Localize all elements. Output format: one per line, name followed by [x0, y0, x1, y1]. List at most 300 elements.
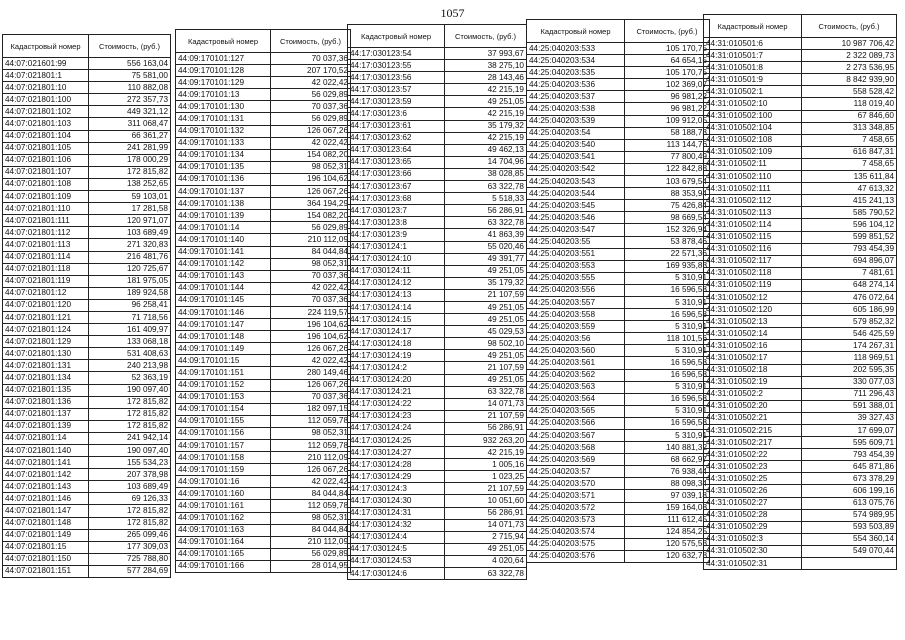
table-row — [704, 364, 897, 376]
table-row — [704, 425, 897, 437]
cost-value: 126 067,26 — [271, 379, 351, 391]
cadastral-number: 44:25:040203:564 — [527, 393, 625, 405]
cadastral-number: 44:25:040203:571 — [527, 490, 625, 502]
cadastral-number: 44:07:021801:150 — [3, 553, 89, 565]
table-row — [348, 543, 527, 555]
table-row — [704, 255, 897, 267]
table-row — [3, 348, 171, 360]
table-row — [3, 70, 171, 82]
cadastral-table — [703, 14, 897, 570]
cadastral-number: 44:31:010501:7 — [704, 50, 802, 62]
cadastral-number: 44:07:021801:120 — [3, 299, 89, 311]
cost-value: 70 037,36 — [271, 391, 351, 403]
cadastral-number: 44:31:010502:22 — [704, 449, 802, 461]
table-row — [3, 58, 171, 70]
cost-value: 14 071,73 — [445, 519, 527, 531]
cadastral-number: 44:25:040203:572 — [527, 502, 625, 514]
table-row — [348, 507, 527, 519]
table-row — [3, 493, 171, 505]
cadastral-number: 44:25:040203:540 — [527, 139, 625, 151]
cadastral-number: 44:07:021801:100 — [3, 94, 89, 106]
cost-value: 5 310,91 — [625, 381, 710, 393]
cadastral-number: 44:09:170101:130 — [176, 101, 271, 113]
cadastral-number: 44:07:021801:107 — [3, 166, 89, 178]
table-row — [527, 188, 710, 200]
table-row — [3, 336, 171, 348]
cadastral-number: 44:07:021801:142 — [3, 469, 89, 481]
cadastral-number: 44:17:030124:53 — [348, 555, 445, 567]
table-row — [704, 183, 897, 195]
cost-value: 111 612,45 — [625, 514, 710, 526]
cost-value: 118 101,56 — [625, 333, 710, 345]
table-row — [348, 72, 527, 84]
cost-value: 177 309,03 — [89, 541, 171, 553]
cadastral-number: 44:25:040203:54 — [527, 127, 625, 139]
table-row — [3, 360, 171, 372]
table-row — [3, 457, 171, 469]
table-row — [176, 113, 351, 125]
cadastral-number: 44:25:040203:560 — [527, 345, 625, 357]
cost-value: 103 679,54 — [625, 176, 710, 188]
cost-value: 69 126,33 — [89, 493, 171, 505]
table-row — [348, 374, 527, 386]
table-row — [176, 536, 351, 548]
cost-value: 210 112,09 — [271, 452, 351, 464]
cadastral-number: 44:09:170101:146 — [176, 306, 271, 318]
cost-value: 39 327,43 — [802, 412, 897, 424]
table-row — [348, 435, 527, 447]
cost-value — [802, 558, 897, 570]
cost-value: 55 020,46 — [445, 241, 527, 253]
cost-value: 42 022,42 — [271, 77, 351, 89]
number-column-header: Кадастровый номер — [348, 25, 445, 48]
table-row — [176, 355, 351, 367]
cost-value: 577 284,69 — [89, 565, 171, 577]
cost-value: 56 286,91 — [445, 205, 527, 217]
cadastral-number: 44:17:030124:21 — [348, 386, 445, 398]
number-column-header: Кадастровый номер — [704, 15, 802, 38]
cost-value: 21 107,59 — [445, 289, 527, 301]
cost-value: 554 360,14 — [802, 533, 897, 545]
cost-value: 17 699,07 — [802, 425, 897, 437]
cadastral-number: 44:31:010502:29 — [704, 521, 802, 533]
cadastral-number: 44:25:040203:573 — [527, 514, 625, 526]
cadastral-number: 44:17:030124:25 — [348, 435, 445, 447]
cadastral-table-2 — [175, 29, 351, 573]
cadastral-number: 44:09:170101:154 — [176, 403, 271, 415]
cost-value: 63 322,78 — [445, 181, 527, 193]
cadastral-number: 44:31:010502:110 — [704, 171, 802, 183]
cadastral-number: 44:09:170101:160 — [176, 488, 271, 500]
cost-value: 135 611,84 — [802, 171, 897, 183]
cadastral-number: 44:09:170101:147 — [176, 319, 271, 331]
table-row — [3, 166, 171, 178]
cadastral-number: 44:25:040203:544 — [527, 188, 625, 200]
cadastral-number: 44:31:010502:27 — [704, 497, 802, 509]
cost-value: 49 391,77 — [445, 253, 527, 265]
cost-value: 172 815,82 — [89, 396, 171, 408]
cadastral-number: 44:25:040203:561 — [527, 357, 625, 369]
cadastral-number: 44:25:040203:534 — [527, 55, 625, 67]
cadastral-table — [2, 34, 171, 578]
table-row — [3, 541, 171, 553]
table-row — [527, 236, 710, 248]
cadastral-number: 44:25:040203:536 — [527, 79, 625, 91]
cost-value: 549 070,44 — [802, 545, 897, 557]
cadastral-number: 44:31:010502:100 — [704, 110, 802, 122]
cost-value: 694 896,07 — [802, 255, 897, 267]
cost-value: 56 029,89 — [271, 548, 351, 560]
cost-value: 38 028,85 — [445, 168, 527, 180]
cadastral-table — [175, 29, 351, 573]
cadastral-number: 44:17:030124:19 — [348, 350, 445, 362]
cost-value: 591 388,01 — [802, 400, 897, 412]
cadastral-number: 44:31:010501:9 — [704, 74, 802, 86]
cost-value: 613 075,76 — [802, 497, 897, 509]
cost-value: 169 935,83 — [625, 260, 710, 272]
cadastral-number: 44:17:030124:24 — [348, 422, 445, 434]
cadastral-number: 44:25:040203:546 — [527, 212, 625, 224]
table-row — [176, 319, 351, 331]
table-row — [527, 55, 710, 67]
cadastral-number: 44:31:010502:20 — [704, 400, 802, 412]
table-row — [3, 94, 171, 106]
cadastral-number: 44:25:040203:556 — [527, 284, 625, 296]
cost-value: 605 186,99 — [802, 304, 897, 316]
cadastral-number: 44:17:030123:65 — [348, 156, 445, 168]
table-row — [176, 246, 351, 258]
cost-value: 606 199,16 — [802, 485, 897, 497]
cadastral-number: 44:09:170101:149 — [176, 343, 271, 355]
cost-value: 67 846,60 — [802, 110, 897, 122]
cost-value: 49 251,05 — [445, 350, 527, 362]
cost-value: 648 274,14 — [802, 279, 897, 291]
cadastral-number: 44:07:021801:102 — [3, 106, 89, 118]
cadastral-number: 44:31:010502:111 — [704, 183, 802, 195]
cost-value: 16 596,58 — [625, 369, 710, 381]
cadastral-number: 44:07:021801:106 — [3, 154, 89, 166]
cost-value: 932 263,20 — [445, 435, 527, 447]
cadastral-table-3 — [347, 24, 527, 580]
cadastral-number: 44:31:010502:19 — [704, 376, 802, 388]
cadastral-number: 44:25:040203:542 — [527, 163, 625, 175]
cost-value: 240 213,98 — [89, 360, 171, 372]
cost-value: 126 067,26 — [271, 464, 351, 476]
cadastral-number: 44:09:170101:142 — [176, 258, 271, 270]
cost-value: 49 251,05 — [445, 314, 527, 326]
cost-value: 154 082,20 — [271, 210, 351, 222]
cost-value: 172 815,82 — [89, 505, 171, 517]
table-row — [176, 89, 351, 101]
cost-value: 118 969,51 — [802, 352, 897, 364]
table-row — [176, 415, 351, 427]
table-row — [704, 461, 897, 473]
cost-value: 64 654,15 — [625, 55, 710, 67]
cadastral-number: 44:25:040203:538 — [527, 103, 625, 115]
table-row — [348, 471, 527, 483]
table-row — [3, 203, 171, 215]
cadastral-number: 44:07:021801:136 — [3, 396, 89, 408]
cost-value: 8 842 939,90 — [802, 74, 897, 86]
table-row — [527, 176, 710, 188]
cadastral-number: 44:25:040203:539 — [527, 115, 625, 127]
cadastral-number: 44:17:030124:13 — [348, 289, 445, 301]
table-row — [348, 229, 527, 241]
cost-value: 16 596,58 — [625, 417, 710, 429]
cadastral-number: 44:31:010502:17 — [704, 352, 802, 364]
table-row — [3, 505, 171, 517]
cost-value: 49 462,13 — [445, 144, 527, 156]
cost-value: 52 363,19 — [89, 372, 171, 384]
table-row — [348, 422, 527, 434]
cadastral-number: 44:09:170101:156 — [176, 427, 271, 439]
cost-column-header: Стоимость, (руб.) — [802, 15, 897, 38]
cost-value: 98 052,31 — [271, 512, 351, 524]
number-column-header: Кадастровый номер — [3, 35, 89, 58]
cost-value: 2 715,94 — [445, 531, 527, 543]
cadastral-number: 44:25:040203:568 — [527, 442, 625, 454]
cadastral-number: 44:09:170101:134 — [176, 149, 271, 161]
table-row — [704, 340, 897, 352]
table-row — [176, 500, 351, 512]
table-row — [348, 217, 527, 229]
cadastral-number: 44:07:021801:140 — [3, 445, 89, 457]
cost-value: 42 215,19 — [445, 84, 527, 96]
table-row — [348, 132, 527, 144]
table-row — [704, 110, 897, 122]
cadastral-number: 44:31:010502:10 — [704, 98, 802, 110]
table-row — [704, 485, 897, 497]
cost-value: 42 022,42 — [271, 282, 351, 294]
cost-value: 585 790,52 — [802, 207, 897, 219]
table-row — [704, 207, 897, 219]
table-row — [704, 219, 897, 231]
table-row — [348, 277, 527, 289]
cost-value: 172 815,82 — [89, 517, 171, 529]
table-row — [3, 130, 171, 142]
cadastral-table-1 — [2, 34, 171, 578]
cost-value: 558 528,42 — [802, 86, 897, 98]
table-row — [3, 408, 171, 420]
cadastral-number: 44:07:021801:111 — [3, 215, 89, 227]
cost-value: 76 938,44 — [625, 466, 710, 478]
table-header-row — [176, 30, 351, 53]
table-row — [527, 115, 710, 127]
cost-value: 272 357,73 — [89, 94, 171, 106]
cost-value: 88 098,34 — [625, 478, 710, 490]
cost-value: 56 029,89 — [271, 222, 351, 234]
cadastral-number: 44:17:030124:3 — [348, 483, 445, 495]
cadastral-number: 44:31:010502:217 — [704, 437, 802, 449]
cost-value: 155 534,23 — [89, 457, 171, 469]
cadastral-number: 44:31:010502:23 — [704, 461, 802, 473]
table-row — [527, 67, 710, 79]
cadastral-number: 44:31:010502:12 — [704, 291, 802, 303]
table-row — [3, 118, 171, 130]
cadastral-number: 44:17:030124:11 — [348, 265, 445, 277]
table-row — [348, 108, 527, 120]
cadastral-number: 44:07:021801:119 — [3, 275, 89, 287]
cost-value: 124 854,25 — [625, 526, 710, 538]
table-row — [704, 545, 897, 557]
cost-value: 77 800,49 — [625, 151, 710, 163]
table-row — [348, 48, 527, 60]
cost-value: 138 252,65 — [89, 178, 171, 190]
table-row — [348, 253, 527, 265]
cost-value: 45 029,53 — [445, 326, 527, 338]
cadastral-number: 44:09:170101:144 — [176, 282, 271, 294]
table-row — [704, 243, 897, 255]
cadastral-number: 44:17:030124:2 — [348, 362, 445, 374]
cost-value: 42 215,19 — [445, 447, 527, 459]
table-row — [176, 282, 351, 294]
cadastral-number: 44:09:170101:137 — [176, 186, 271, 198]
table-row — [348, 519, 527, 531]
cost-value: 21 107,59 — [445, 483, 527, 495]
table-row — [704, 388, 897, 400]
cost-value: 16 596,58 — [625, 357, 710, 369]
table-row — [176, 173, 351, 185]
table-row — [527, 212, 710, 224]
cadastral-number: 44:17:030124:27 — [348, 447, 445, 459]
cost-value: 599 851,52 — [802, 231, 897, 243]
cadastral-number: 44:25:040203:563 — [527, 381, 625, 393]
cadastral-number: 44:17:030123:61 — [348, 120, 445, 132]
table-row — [527, 224, 710, 236]
cadastral-number: 44:31:010502:114 — [704, 219, 802, 231]
cadastral-number: 44:17:030124:17 — [348, 326, 445, 338]
cost-value: 5 310,91 — [625, 321, 710, 333]
cadastral-number: 44:31:010502:112 — [704, 195, 802, 207]
cadastral-number: 44:09:170101:136 — [176, 173, 271, 185]
cadastral-number: 44:07:021801:131 — [3, 360, 89, 372]
cost-value: 673 378,29 — [802, 473, 897, 485]
cadastral-number: 44:31:010502:31 — [704, 558, 802, 570]
cost-value: 70 037,36 — [271, 294, 351, 306]
cost-value: 96 258,41 — [89, 299, 171, 311]
cost-value: 711 296,43 — [802, 388, 897, 400]
cost-value: 103 689,49 — [89, 481, 171, 493]
cost-value: 189 924,58 — [89, 287, 171, 299]
cost-value: 5 518,33 — [445, 193, 527, 205]
cost-value: 311 068,47 — [89, 118, 171, 130]
table-row — [176, 331, 351, 343]
cadastral-number: 44:31:010502:3 — [704, 533, 802, 545]
table-row — [3, 299, 171, 311]
cadastral-number: 44:25:040203:576 — [527, 550, 625, 562]
cadastral-number: 44:09:170101:131 — [176, 113, 271, 125]
cadastral-number: 44:17:030124:15 — [348, 314, 445, 326]
cost-value: 207 378,98 — [89, 469, 171, 481]
cadastral-number: 44:25:040203:541 — [527, 151, 625, 163]
table-row — [527, 139, 710, 151]
cadastral-number: 44:09:170101:161 — [176, 500, 271, 512]
cadastral-number: 44:07:021801:114 — [3, 251, 89, 263]
cost-value: 112 059,78 — [271, 415, 351, 427]
cadastral-number: 44:09:170101:148 — [176, 331, 271, 343]
cadastral-table-5 — [703, 14, 897, 570]
table-row — [704, 38, 897, 50]
table-row — [704, 352, 897, 364]
cadastral-number: 44:07:021801:149 — [3, 529, 89, 541]
table-row — [527, 369, 710, 381]
cost-value: 556 163,04 — [89, 58, 171, 70]
cadastral-number: 44:17:030123:57 — [348, 84, 445, 96]
table-row — [704, 533, 897, 545]
table-row — [348, 120, 527, 132]
cost-value: 21 107,59 — [445, 410, 527, 422]
cost-value: 28 143,46 — [445, 72, 527, 84]
cadastral-number: 44:31:010501:8 — [704, 62, 802, 74]
cost-value: 56 029,89 — [271, 89, 351, 101]
cost-value: 98 502,10 — [445, 338, 527, 350]
cost-value: 449 321,12 — [89, 106, 171, 118]
cadastral-number: 44:07:021801:146 — [3, 493, 89, 505]
cost-column-header: Стоимость, (руб.) — [89, 35, 171, 58]
table-row — [527, 333, 710, 345]
table-row — [527, 260, 710, 272]
cost-column-header: Стоимость, (руб.) — [445, 25, 527, 48]
cost-value: 190 097,40 — [89, 445, 171, 457]
table-row — [3, 469, 171, 481]
table-row — [176, 403, 351, 415]
cost-value: 110 882,08 — [89, 82, 171, 94]
table-row — [348, 156, 527, 168]
table-row — [704, 158, 897, 170]
cost-value: 4 020,64 — [445, 555, 527, 567]
cost-value: 112 059,78 — [271, 500, 351, 512]
table-header-row — [527, 20, 710, 43]
table-row — [348, 326, 527, 338]
table-row — [176, 367, 351, 379]
cadastral-number: 44:31:010502:26 — [704, 485, 802, 497]
cost-value: 84 044,84 — [271, 488, 351, 500]
cost-value: 172 815,82 — [89, 166, 171, 178]
cost-value: 120 971,07 — [89, 215, 171, 227]
table-row — [348, 168, 527, 180]
cadastral-number: 44:17:030123:9 — [348, 229, 445, 241]
cadastral-number: 44:17:030124:10 — [348, 253, 445, 265]
cadastral-number: 44:07:021801:15 — [3, 541, 89, 553]
table-row — [348, 483, 527, 495]
cost-value: 84 044,84 — [271, 524, 351, 536]
table-header-row — [704, 15, 897, 38]
table-row — [176, 101, 351, 113]
cost-value: 271 320,83 — [89, 239, 171, 251]
cost-value: 49 251,05 — [445, 543, 527, 555]
cadastral-number: 44:09:170101:151 — [176, 367, 271, 379]
table-row — [348, 447, 527, 459]
table-row — [348, 193, 527, 205]
cost-value: 159 164,08 — [625, 502, 710, 514]
table-row — [176, 161, 351, 173]
table-row — [527, 151, 710, 163]
cadastral-number: 44:09:170101:15 — [176, 355, 271, 367]
table-row — [527, 381, 710, 393]
table-row — [527, 538, 710, 550]
cadastral-number: 44:07:021801:121 — [3, 311, 89, 323]
table-row — [527, 127, 710, 139]
cadastral-number: 44:09:170101:152 — [176, 379, 271, 391]
cadastral-number: 44:09:170101:127 — [176, 53, 271, 65]
table-row — [3, 432, 171, 444]
table-row — [3, 372, 171, 384]
cadastral-number: 44:07:021801:110 — [3, 203, 89, 215]
table-row — [704, 231, 897, 243]
cost-value: 49 251,05 — [445, 374, 527, 386]
cost-value: 16 596,58 — [625, 393, 710, 405]
table-row — [527, 309, 710, 321]
